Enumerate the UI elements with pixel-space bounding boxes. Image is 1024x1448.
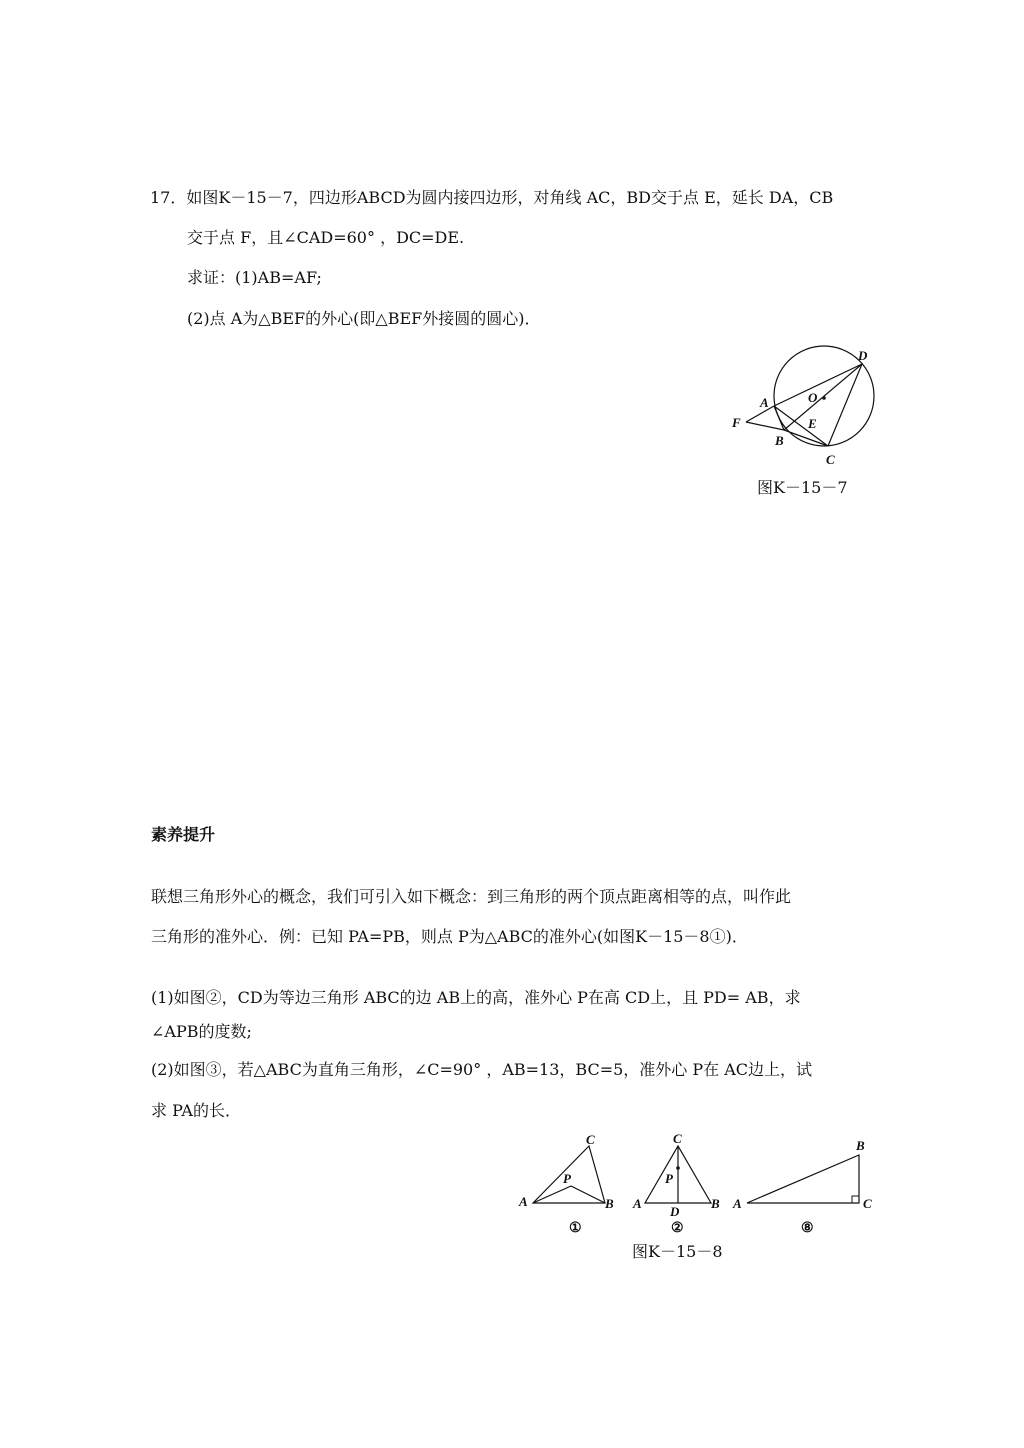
fig2-label-P: P bbox=[665, 1171, 673, 1186]
section-title: 素养提升 bbox=[151, 825, 216, 844]
question1-line1: (1)如图②，CD为等边三角形 ABC的边 AB上的高，准外心 P在高 CD上，且 PD= AB，求 bbox=[151, 988, 801, 1007]
figure-k15-8 bbox=[515, 1128, 885, 1243]
caption-k15-7: 图K－15－7 bbox=[757, 478, 848, 497]
center-dot bbox=[822, 396, 826, 400]
fig2-number: ② bbox=[671, 1221, 684, 1236]
fig2-label-B: B bbox=[711, 1196, 720, 1211]
fig1-label-B: B bbox=[605, 1196, 614, 1211]
fig2-label-A: A bbox=[633, 1196, 642, 1211]
problem17-line4: (2)点 A为△BEF的外心(即△BEF外接圆的圆心)． bbox=[187, 309, 541, 328]
problem17-line2: 交于点 F，且∠CAD=60° ，DC=DE. bbox=[187, 228, 465, 247]
fig1-number: ① bbox=[569, 1221, 582, 1236]
label-B: B bbox=[775, 433, 784, 448]
figure8-panel-2 bbox=[632, 1131, 720, 1236]
fig3-label-B: B bbox=[856, 1138, 865, 1153]
fig1-label-C: C bbox=[586, 1132, 595, 1147]
fig2-label-D: D bbox=[670, 1204, 680, 1219]
figure8-panel-3 bbox=[732, 1138, 872, 1236]
fig3-label-A: A bbox=[733, 1196, 742, 1211]
problem17-line3: 求证：(1)AB=AF; bbox=[187, 268, 322, 287]
fig1-label-P: P bbox=[563, 1171, 571, 1186]
label-C: C bbox=[826, 452, 835, 467]
figure-k15-7 bbox=[720, 340, 890, 475]
section-intro-line2: 三角形的准外心．例：已知 PA=PB，则点 P为△ABC的准外心(如图K－15－8①)． bbox=[151, 927, 748, 946]
label-E: E bbox=[808, 416, 817, 431]
fig3-label-C: C bbox=[863, 1196, 872, 1211]
figure8-panel-1 bbox=[518, 1132, 614, 1236]
label-D: D bbox=[858, 348, 868, 363]
question2-line1: (2)如图③，若△ABC为直角三角形，∠C=90° ，AB=13，BC=5，准外心 P在 AC边上，试 bbox=[151, 1060, 813, 1079]
caption-k15-8: 图K－15－8 bbox=[632, 1242, 723, 1261]
label-O: O bbox=[808, 390, 818, 405]
question1-line2: ∠APB的度数; bbox=[151, 1022, 252, 1041]
question2-line2: 求 PA的长． bbox=[151, 1101, 241, 1120]
label-F: F bbox=[732, 415, 741, 430]
section-intro-line1: 联想三角形外心的概念，我们可引入如下概念：到三角形的两个顶点距离相等的点，叫作此 bbox=[151, 887, 792, 906]
fig3-number: ⑧ bbox=[801, 1221, 814, 1236]
fig2-label-C: C bbox=[673, 1131, 682, 1146]
problem17-line1: 17．如图K－15－7，四边形ABCD为圆内接四边形，对角线 AC，BD交于点 E，延长 DA，CB bbox=[150, 188, 834, 207]
fig1-label-A: A bbox=[519, 1194, 528, 1209]
label-A: A bbox=[760, 395, 769, 410]
